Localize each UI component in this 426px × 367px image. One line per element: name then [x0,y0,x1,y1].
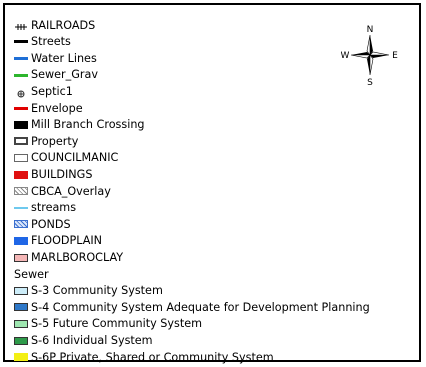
legend-item [14,249,370,266]
legend-item-label: Sewer_Grav [31,68,98,82]
legend-item-label: MARLBOROCLAY [31,251,124,264]
legend-item-label: S-5 Future Community System [31,317,203,331]
legend-item [14,299,370,316]
fill-symbol-icon [14,303,28,311]
fill-symbol-icon [14,121,28,129]
railroad-line-icon [14,21,28,29]
line-symbol-icon [14,74,28,77]
fill-symbol-icon [14,237,28,245]
legend-item [14,233,370,250]
legend-item [14,117,370,134]
line-symbol-icon [14,40,28,43]
legend-item [14,166,370,183]
legend-item [14,150,370,167]
legend-item-label: S-6 Individual System [31,333,153,347]
fill-symbol-icon [14,287,28,295]
legend-item-label: S-3 Community System [31,284,163,298]
hatch-symbol-icon [14,220,28,228]
legend-item-label: Streets [31,35,71,49]
legend-item-label: S-6P Private, Shared or Community System [31,350,274,364]
hatch-symbol-icon [14,187,28,195]
legend-item-label: streams [31,201,77,215]
legend-item [14,349,370,366]
outline-symbol-icon [14,154,28,162]
legend-item [14,17,370,34]
legend-item [14,100,370,117]
legend-item-label: Mill Branch Crossing [31,118,145,132]
line-symbol-icon [14,107,28,110]
compass-east-label: E [392,51,398,61]
legend-item-label: BUILDINGS [31,168,93,182]
fill-symbol-icon [14,254,28,262]
legend-item-label: FLOODPLAIN [31,234,103,248]
fill-symbol-icon [14,320,28,328]
legend-item [14,67,370,84]
legend-item-label: Envelope [31,101,83,115]
fill-symbol-icon [14,171,28,179]
outline-symbol-icon [14,137,28,145]
legend-item-label: Water Lines [31,51,97,65]
legend-item [14,183,370,200]
legend-item [14,283,370,300]
legend-item [14,216,370,233]
septic-point-icon [14,88,28,96]
fill-symbol-icon [14,353,28,361]
legend-item [14,200,370,217]
legend-item-label: S-4 Community System Adequate for Development Planning [31,300,370,314]
map-legend [3,3,421,362]
compass-north-label: N [366,25,374,35]
compass-star-icon [351,35,389,75]
legend-item [14,133,370,150]
legend-item-label: RAILROADS [31,18,96,32]
legend-item [14,316,370,333]
legend-item-label: PONDS [31,217,71,231]
legend-item-label: Sewer [14,267,49,281]
compass-west-label: W [341,51,350,61]
legend-item-label: Septic1 [31,85,73,99]
north-arrow-compass [341,23,399,87]
line-symbol-icon [14,207,28,209]
legend-item [14,83,370,100]
legend-item [14,266,370,283]
fill-symbol-icon [14,337,28,345]
legend-item-label: Property [31,134,79,148]
compass-south-label: S [367,78,373,87]
legend-list [14,17,370,365]
line-symbol-icon [14,57,28,60]
legend-item [14,34,370,51]
legend-item-label: COUNCILMANIC [31,151,119,165]
legend-item [14,50,370,67]
legend-item-label: CBCA_Overlay [31,184,111,198]
legend-item [14,332,370,349]
